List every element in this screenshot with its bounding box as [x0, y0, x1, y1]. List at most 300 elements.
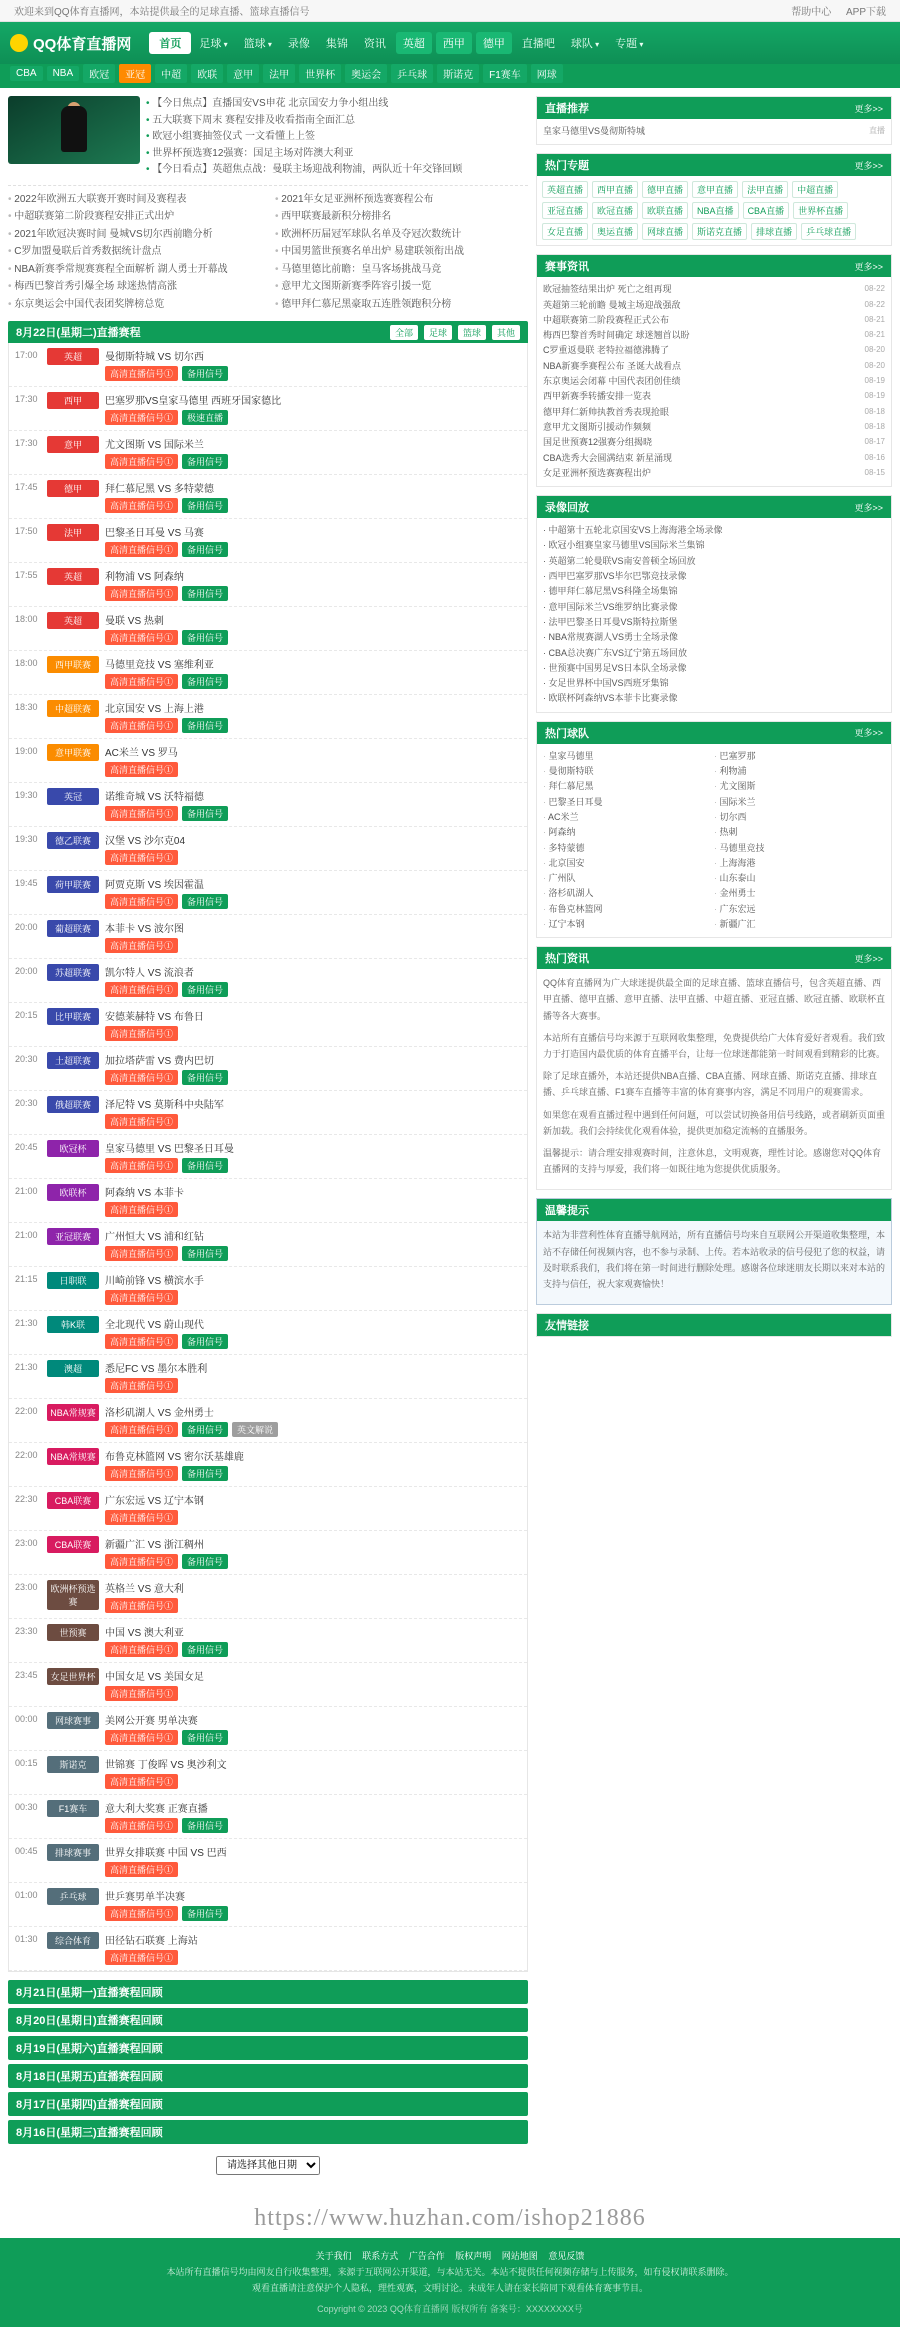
- match-row[interactable]: [9, 959, 527, 1003]
- match-row[interactable]: [9, 695, 527, 739]
- topic-tag[interactable]: CBA直播: [743, 202, 790, 219]
- match-teams[interactable]: 美网公开赛 男单决赛: [105, 1716, 198, 1727]
- team-item[interactable]: · 国际米兰: [714, 795, 885, 810]
- live-link-button[interactable]: 备用信号: [182, 806, 228, 821]
- match-teams[interactable]: 川崎前锋 VS 横滨水手: [105, 1276, 204, 1287]
- video-item[interactable]: · NBA常规赛湖人VS勇士全场录像: [543, 632, 679, 643]
- live-link-button[interactable]: 备用信号: [182, 498, 228, 513]
- match-teams[interactable]: 世乒赛男单半决赛: [105, 1892, 185, 1903]
- match-row[interactable]: [9, 563, 527, 607]
- footer-link-copyright[interactable]: 版权声明: [455, 2251, 492, 2261]
- live-link-button[interactable]: 高清直播信号①: [105, 1290, 178, 1305]
- topic-tag[interactable]: 斯诺克直播: [692, 223, 747, 240]
- subnav-cba[interactable]: CBA: [10, 66, 43, 81]
- archive-bar[interactable]: 8月18日(星期五)直播赛程回顾: [8, 2064, 528, 2088]
- match-teams[interactable]: 田径钻石联赛 上海站: [105, 1936, 198, 1947]
- match-row[interactable]: [9, 1443, 527, 1487]
- match-teams[interactable]: 全北现代 VS 蔚山现代: [105, 1320, 204, 1331]
- match-row[interactable]: [9, 651, 527, 695]
- live-link-button[interactable]: 高清直播信号①: [105, 894, 178, 909]
- list-item[interactable]: • 【今日看点】英超焦点战：曼联主场迎战利物浦，两队近十年交锋回顾: [146, 162, 528, 179]
- team-item[interactable]: · 皇家马德里: [543, 749, 714, 764]
- footer-link-about[interactable]: 关于我们: [315, 2251, 352, 2261]
- nav-tag-laliga[interactable]: 西甲: [436, 32, 472, 54]
- nav-item-topics[interactable]: 专题 ▾: [607, 35, 651, 51]
- subnav-tennis[interactable]: 网球: [531, 64, 563, 83]
- subnav-ligue1[interactable]: 法甲: [263, 64, 295, 83]
- live-link-button[interactable]: 高清直播信号①: [105, 1686, 178, 1701]
- match-teams[interactable]: 阿森纳 VS 本菲卡: [105, 1188, 184, 1199]
- match-row[interactable]: [9, 1927, 527, 1971]
- live-link-button[interactable]: 高清直播信号①: [105, 982, 178, 997]
- filter-basketball[interactable]: 篮球: [458, 325, 486, 340]
- nav-tag-bundesliga[interactable]: 德甲: [476, 32, 512, 54]
- league-badge[interactable]: 土超联赛: [47, 1052, 99, 1069]
- footer-link-ads[interactable]: 广告合作: [408, 2251, 445, 2261]
- match-row[interactable]: [9, 783, 527, 827]
- news-item[interactable]: [543, 343, 885, 358]
- footer-link-contact[interactable]: 联系方式: [362, 2251, 399, 2261]
- footer-link-sitemap[interactable]: 网站地图: [501, 2251, 538, 2261]
- hot-live-more[interactable]: 更多>>: [854, 103, 883, 114]
- topic-tag[interactable]: 意甲直播: [692, 181, 738, 198]
- list-item[interactable]: • 意甲尤文图斯新赛季阵容引援一览: [275, 278, 528, 296]
- live-link-button[interactable]: 高清直播信号①: [105, 1774, 178, 1789]
- live-link-button[interactable]: 备用信号: [182, 1554, 228, 1569]
- league-badge[interactable]: 亚冠联赛: [47, 1228, 99, 1245]
- match-row[interactable]: [9, 1223, 527, 1267]
- list-item[interactable]: • 2022年欧洲五大联赛开赛时间及赛程表: [8, 191, 261, 209]
- league-badge[interactable]: 法甲: [47, 524, 99, 541]
- match-row[interactable]: [9, 871, 527, 915]
- video-item[interactable]: · CBA总决赛广东VS辽宁第五场回放: [543, 647, 688, 658]
- live-link-button[interactable]: 高清直播信号①: [105, 806, 178, 821]
- topic-tag[interactable]: 西甲直播: [592, 181, 638, 198]
- nav-tag-epl[interactable]: 英超: [396, 32, 432, 54]
- live-link-button[interactable]: 备用信号: [182, 1642, 228, 1657]
- match-teams[interactable]: 悉尼FC VS 墨尔本胜利: [105, 1364, 208, 1375]
- live-link-button[interactable]: 高清直播信号①: [105, 1422, 178, 1437]
- match-teams[interactable]: 意大利大奖赛 正赛直播: [105, 1804, 208, 1815]
- live-link-button[interactable]: 高清直播信号①: [105, 1246, 178, 1261]
- topic-tag[interactable]: 网球直播: [642, 223, 688, 240]
- match-row[interactable]: [9, 1707, 527, 1751]
- match-teams[interactable]: 曼彻斯特城 VS 切尔西: [105, 352, 204, 363]
- topbar-help-link[interactable]: 帮助中心: [791, 7, 832, 18]
- team-item[interactable]: · 新疆广汇: [714, 917, 885, 932]
- live-link-button[interactable]: 高清直播信号①: [105, 762, 178, 777]
- team-item[interactable]: · 金州勇士: [714, 886, 885, 901]
- league-badge[interactable]: 苏超联赛: [47, 964, 99, 981]
- league-badge[interactable]: 排球赛事: [47, 1844, 99, 1861]
- league-badge[interactable]: 中超联赛: [47, 700, 99, 717]
- team-item[interactable]: · 洛杉矶湖人: [543, 886, 714, 901]
- list-item[interactable]: • 中超联赛第二阶段赛程安排正式出炉: [8, 208, 261, 226]
- date-select[interactable]: [216, 2156, 320, 2175]
- live-link-button[interactable]: 高清直播信号①: [105, 850, 178, 865]
- match-teams[interactable]: 凯尔特人 VS 流浪者: [105, 968, 194, 979]
- list-item[interactable]: • 五大联赛下周末 赛程安排及收看指南全面汇总: [146, 113, 528, 130]
- match-teams[interactable]: 汉堡 VS 沙尔克04: [105, 836, 186, 847]
- live-link-button[interactable]: 备用信号: [182, 1246, 228, 1261]
- match-row[interactable]: [9, 1663, 527, 1707]
- live-link-button[interactable]: 备用信号: [182, 982, 228, 997]
- news-item[interactable]: [543, 374, 885, 389]
- team-item[interactable]: · 多特蒙德: [543, 841, 714, 856]
- video-item[interactable]: · 世预赛中国男足VS日本队全场录像: [543, 662, 687, 673]
- league-badge[interactable]: 澳超: [47, 1360, 99, 1377]
- topic-tag[interactable]: 乒乓球直播: [801, 223, 856, 240]
- video-item[interactable]: · 英超第二轮曼联VS南安普顿全场回放: [543, 555, 696, 566]
- subnav-tabletennis[interactable]: 乒乓球: [391, 64, 433, 83]
- live-link-button[interactable]: 备用信号: [182, 718, 228, 733]
- topic-tag[interactable]: 排球直播: [751, 223, 797, 240]
- live-link-button[interactable]: 高清直播信号①: [105, 498, 178, 513]
- subnav-f1[interactable]: F1赛车: [483, 64, 527, 83]
- subnav-csl[interactable]: 中超: [155, 64, 187, 83]
- match-teams[interactable]: 北京国安 VS 上海上港: [105, 704, 204, 715]
- topic-tag[interactable]: NBA直播: [692, 202, 739, 219]
- match-teams[interactable]: 世锦赛 丁俊晖 VS 奥沙利文: [105, 1760, 227, 1771]
- match-teams[interactable]: 尤文图斯 VS 国际米兰: [105, 440, 204, 451]
- archive-bar[interactable]: 8月17日(星期四)直播赛程回顾: [8, 2092, 528, 2116]
- live-link-button[interactable]: 高清直播信号①: [105, 1378, 178, 1393]
- match-row[interactable]: [9, 1399, 527, 1443]
- filter-football[interactable]: 足球: [424, 325, 452, 340]
- team-item[interactable]: · 上海海港: [714, 856, 885, 871]
- hot-teams-more[interactable]: 更多>>: [854, 728, 883, 739]
- hot-topic-more[interactable]: 更多>>: [854, 160, 883, 171]
- topic-tag[interactable]: 中超直播: [792, 181, 838, 198]
- filter-other[interactable]: 其他: [492, 325, 520, 340]
- video-item[interactable]: · 法甲巴黎圣日耳曼VS斯特拉斯堡: [543, 616, 678, 627]
- team-item[interactable]: · 曼彻斯特联: [543, 764, 714, 779]
- live-link-button[interactable]: 备用信号: [182, 1334, 228, 1349]
- live-link-button[interactable]: 备用信号: [182, 630, 228, 645]
- list-item[interactable]: • 2021年欧冠决赛时间 曼城VS切尔西前瞻分析: [8, 226, 261, 244]
- league-badge[interactable]: 西甲联赛: [47, 656, 99, 673]
- nav-item-home[interactable]: 首页: [149, 32, 191, 54]
- team-item[interactable]: · 拜仁慕尼黑: [543, 779, 714, 794]
- news-item[interactable]: [543, 359, 885, 374]
- league-badge[interactable]: 斯诺克: [47, 1756, 99, 1773]
- match-teams[interactable]: 布鲁克林篮网 VS 密尔沃基雄鹿: [105, 1452, 244, 1463]
- list-item[interactable]: • 欧冠小组赛抽签仪式 一文看懂上上签: [146, 129, 528, 146]
- nav-item-replay[interactable]: 录像: [287, 38, 310, 50]
- news-item[interactable]: [543, 389, 885, 404]
- banner-image[interactable]: [8, 96, 140, 164]
- list-item[interactable]: • 世界杯预选赛12强赛：国足主场对阵澳大利亚: [146, 146, 528, 163]
- live-link-button[interactable]: 高清直播信号①: [105, 1818, 178, 1833]
- list-item[interactable]: • 马德里德比前瞻：皇马客场挑战马竞: [275, 261, 528, 279]
- league-badge[interactable]: 欧联杯: [47, 1184, 99, 1201]
- match-teams[interactable]: 曼联 VS 热刺: [105, 616, 164, 627]
- team-item[interactable]: · 尤文图斯: [714, 779, 885, 794]
- news-item[interactable]: [543, 328, 885, 343]
- live-link-button[interactable]: 高清直播信号①: [105, 1950, 178, 1965]
- league-badge[interactable]: NBA常规赛: [47, 1448, 99, 1465]
- league-badge[interactable]: 德甲: [47, 480, 99, 497]
- news-item[interactable]: [543, 451, 885, 466]
- match-teams[interactable]: 皇家马德里 VS 巴黎圣日耳曼: [105, 1144, 234, 1155]
- match-teams[interactable]: 安德莱赫特 VS 布鲁日: [105, 1012, 204, 1023]
- match-row[interactable]: [9, 1311, 527, 1355]
- live-link-button[interactable]: 高清直播信号①: [105, 410, 178, 425]
- match-teams[interactable]: 英格兰 VS 意大利: [105, 1584, 184, 1595]
- live-link-button[interactable]: 高清直播信号①: [105, 1554, 178, 1569]
- live-link-button[interactable]: 英文解说: [232, 1422, 278, 1437]
- video-more[interactable]: 更多>>: [854, 502, 883, 513]
- live-link-button[interactable]: 高清直播信号①: [105, 1202, 178, 1217]
- article-more[interactable]: 更多>>: [854, 953, 883, 964]
- live-link-button[interactable]: 备用信号: [182, 1422, 228, 1437]
- live-link-button[interactable]: 高清直播信号①: [105, 938, 178, 953]
- live-link-button[interactable]: 高清直播信号①: [105, 630, 178, 645]
- match-row[interactable]: [9, 1135, 527, 1179]
- match-teams[interactable]: 马德里竞技 VS 塞维利亚: [105, 660, 214, 671]
- league-badge[interactable]: 欧洲杯预选赛: [47, 1580, 99, 1610]
- team-item[interactable]: · 北京国安: [543, 856, 714, 871]
- match-teams[interactable]: 广东宏远 VS 辽宁本钢: [105, 1496, 204, 1507]
- topic-tag[interactable]: 英超直播: [542, 181, 588, 198]
- nav-item-news[interactable]: 资讯: [363, 38, 386, 50]
- team-item[interactable]: · 广东宏远: [714, 902, 885, 917]
- league-badge[interactable]: NBA常规赛: [47, 1404, 99, 1421]
- subnav-snooker[interactable]: 斯诺克: [437, 64, 479, 83]
- match-row[interactable]: [9, 1487, 527, 1531]
- live-link-button[interactable]: 备用信号: [182, 1158, 228, 1173]
- live-link-button[interactable]: 高清直播信号①: [105, 1598, 178, 1613]
- team-item[interactable]: · 辽宁本钢: [543, 917, 714, 932]
- live-link-button[interactable]: 高清直播信号①: [105, 1070, 178, 1085]
- league-badge[interactable]: 英超: [47, 348, 99, 365]
- match-row[interactable]: [9, 1839, 527, 1883]
- list-item[interactable]: • 2021年女足亚洲杯预选赛赛程公布: [275, 191, 528, 209]
- nav-item-teams[interactable]: 球队 ▾: [563, 35, 607, 51]
- match-row[interactable]: [9, 1355, 527, 1399]
- topbar-app-link[interactable]: APP下载: [845, 7, 886, 18]
- topic-tag[interactable]: 欧联直播: [642, 202, 688, 219]
- match-row[interactable]: [9, 1091, 527, 1135]
- list-item[interactable]: • NBA新赛季常规赛赛程全面解析 湖人勇士开幕战: [8, 261, 261, 279]
- live-link-button[interactable]: 高清直播信号①: [105, 1026, 178, 1041]
- subnav-worldcup[interactable]: 世界杯: [299, 64, 341, 83]
- topic-tag[interactable]: 世界杯直播: [793, 202, 848, 219]
- list-item[interactable]: • 【今日焦点】直播国安VS申花 北京国安力争小组出线: [146, 96, 528, 113]
- news-more[interactable]: 更多>>: [854, 261, 883, 272]
- team-item[interactable]: · 巴塞罗那: [714, 749, 885, 764]
- team-item[interactable]: · 巴黎圣日耳曼: [543, 795, 714, 810]
- video-item[interactable]: · 德甲拜仁慕尼黑VS科隆全场集锦: [543, 586, 678, 597]
- live-link-button[interactable]: 备用信号: [182, 454, 228, 469]
- archive-bar[interactable]: 8月21日(星期一)直播赛程回顾: [8, 1980, 528, 2004]
- list-item[interactable]: • 东京奥运会中国代表团奖牌榜总览: [8, 296, 261, 314]
- list-item[interactable]: • 梅西巴黎首秀引爆全场 球迷热情高涨: [8, 278, 261, 296]
- live-link-button[interactable]: 备用信号: [182, 366, 228, 381]
- list-item[interactable]: • C罗加盟曼联后首秀数据统计盘点: [8, 243, 261, 261]
- news-item[interactable]: [543, 405, 885, 420]
- news-item[interactable]: [543, 420, 885, 435]
- live-link-button[interactable]: 备用信号: [182, 586, 228, 601]
- news-item[interactable]: [543, 313, 885, 328]
- subnav-nba[interactable]: NBA: [47, 66, 80, 81]
- live-link-button[interactable]: 备用信号: [182, 1070, 228, 1085]
- league-badge[interactable]: 女足世界杯: [47, 1668, 99, 1685]
- live-link-button[interactable]: 高清直播信号①: [105, 542, 178, 557]
- league-badge[interactable]: 俄超联赛: [47, 1096, 99, 1113]
- team-item[interactable]: · 切尔西: [714, 810, 885, 825]
- topic-tag[interactable]: 德甲直播: [642, 181, 688, 198]
- match-row[interactable]: [9, 431, 527, 475]
- video-item[interactable]: · 欧联杯阿森纳VS本菲卡比赛录像: [543, 693, 678, 704]
- league-badge[interactable]: 荷甲联赛: [47, 876, 99, 893]
- subnav-afc[interactable]: 亚冠: [119, 64, 151, 83]
- match-row[interactable]: [9, 1047, 527, 1091]
- match-row[interactable]: [9, 739, 527, 783]
- live-link-button[interactable]: 高清直播信号①: [105, 1906, 178, 1921]
- league-badge[interactable]: 德乙联赛: [47, 832, 99, 849]
- list-item[interactable]: • 欧洲杯历届冠军球队名单及夺冠次数统计: [275, 226, 528, 244]
- archive-bar[interactable]: 8月20日(星期日)直播赛程回顾: [8, 2008, 528, 2032]
- nav-item-basketball[interactable]: 篮球 ▾: [236, 35, 280, 51]
- match-teams[interactable]: AC米兰 VS 罗马: [105, 748, 178, 759]
- live-link-button[interactable]: 备用信号: [182, 1818, 228, 1833]
- league-badge[interactable]: CBA联赛: [47, 1492, 99, 1509]
- subnav-seriea[interactable]: 意甲: [227, 64, 259, 83]
- nav-item-football[interactable]: 足球 ▾: [191, 35, 235, 51]
- subnav-ucl[interactable]: 欧冠: [83, 64, 115, 83]
- topic-tag[interactable]: 法甲直播: [742, 181, 788, 198]
- league-badge[interactable]: 综合体育: [47, 1932, 99, 1949]
- match-row[interactable]: [9, 343, 527, 387]
- team-item[interactable]: · AC米兰: [543, 810, 714, 825]
- match-row[interactable]: [9, 827, 527, 871]
- live-link-button[interactable]: 高清直播信号①: [105, 1158, 178, 1173]
- live-link-button[interactable]: 备用信号: [182, 674, 228, 689]
- match-teams[interactable]: 新疆广汇 VS 浙江稠州: [105, 1540, 204, 1551]
- match-teams[interactable]: 诺维奇城 VS 沃特福德: [105, 792, 204, 803]
- live-link-button[interactable]: 高清直播信号①: [105, 1114, 178, 1129]
- team-item[interactable]: · 阿森纳: [543, 825, 714, 840]
- team-item[interactable]: · 山东泰山: [714, 871, 885, 886]
- news-item[interactable]: [543, 435, 885, 450]
- subnav-olympics[interactable]: 奥运会: [345, 64, 387, 83]
- team-item[interactable]: · 布鲁克林篮网: [543, 902, 714, 917]
- match-row[interactable]: [9, 1575, 527, 1619]
- league-badge[interactable]: 意甲联赛: [47, 744, 99, 761]
- match-teams[interactable]: 巴塞罗那VS皇家马德里 西班牙国家德比: [105, 396, 282, 407]
- match-teams[interactable]: 拜仁慕尼黑 VS 多特蒙德: [105, 484, 214, 495]
- match-row[interactable]: [9, 387, 527, 431]
- match-row[interactable]: [9, 1795, 527, 1839]
- match-row[interactable]: [9, 1267, 527, 1311]
- league-badge[interactable]: 韩K联: [47, 1316, 99, 1333]
- league-badge[interactable]: 世预赛: [47, 1624, 99, 1641]
- live-link-button[interactable]: 高清直播信号①: [105, 1642, 178, 1657]
- live-link-button[interactable]: 高清直播信号①: [105, 1466, 178, 1481]
- match-row[interactable]: [9, 519, 527, 563]
- match-teams[interactable]: 巴黎圣日耳曼 VS 马赛: [105, 528, 204, 539]
- match-row[interactable]: [9, 475, 527, 519]
- site-logo[interactable]: [10, 33, 131, 54]
- league-badge[interactable]: F1赛车: [47, 1800, 99, 1817]
- league-badge[interactable]: 乒乓球: [47, 1888, 99, 1905]
- match-row[interactable]: [9, 1531, 527, 1575]
- league-badge[interactable]: 西甲: [47, 392, 99, 409]
- live-link-button[interactable]: 高清直播信号①: [105, 586, 178, 601]
- live-link-button[interactable]: 极速直播: [182, 410, 228, 425]
- league-badge[interactable]: 欧冠杯: [47, 1140, 99, 1157]
- league-badge[interactable]: 日职联: [47, 1272, 99, 1289]
- live-link-button[interactable]: 高清直播信号①: [105, 674, 178, 689]
- match-teams[interactable]: 中国女足 VS 美国女足: [105, 1672, 204, 1683]
- match-row[interactable]: [9, 1179, 527, 1223]
- live-link-button[interactable]: 备用信号: [182, 1466, 228, 1481]
- match-row[interactable]: [9, 1751, 527, 1795]
- video-item[interactable]: · 欧冠小组赛皇家马德里VS国际米兰集锦: [543, 540, 705, 551]
- topic-tag[interactable]: 亚冠直播: [542, 202, 588, 219]
- list-item[interactable]: • 西甲联赛最新积分榜排名: [275, 208, 528, 226]
- match-teams[interactable]: 中国 VS 澳大利亚: [105, 1628, 184, 1639]
- topic-tag[interactable]: 欧冠直播: [592, 202, 638, 219]
- video-item[interactable]: · 意甲国际米兰VS维罗纳比赛录像: [543, 601, 678, 612]
- nav-item-livebar[interactable]: 直播吧: [521, 38, 555, 50]
- match-teams[interactable]: 阿贾克斯 VS 埃因霍温: [105, 880, 204, 891]
- match-teams[interactable]: 加拉塔萨雷 VS 费内巴切: [105, 1056, 214, 1067]
- live-link-button[interactable]: 高清直播信号①: [105, 718, 178, 733]
- match-row[interactable]: [9, 1619, 527, 1663]
- nav-item-highlights[interactable]: 集锦: [325, 38, 348, 50]
- match-row[interactable]: [9, 915, 527, 959]
- live-link-button[interactable]: 备用信号: [182, 1730, 228, 1745]
- news-item[interactable]: [543, 298, 885, 313]
- league-badge[interactable]: 比甲联赛: [47, 1008, 99, 1025]
- match-row[interactable]: [9, 607, 527, 651]
- match-teams[interactable]: 泽尼特 VS 莫斯科中央陆军: [105, 1100, 224, 1111]
- match-row[interactable]: [9, 1883, 527, 1927]
- hot-live-item[interactable]: [543, 124, 885, 139]
- topic-tag[interactable]: 奥运直播: [592, 223, 638, 240]
- league-badge[interactable]: 英冠: [47, 788, 99, 805]
- video-item[interactable]: · 中超第十五轮北京国安VS上海海港全场录像: [543, 525, 723, 536]
- league-badge[interactable]: 葡超联赛: [47, 920, 99, 937]
- topic-tag[interactable]: 女足直播: [542, 223, 588, 240]
- filter-all[interactable]: 全部: [390, 325, 418, 340]
- live-link-button[interactable]: 高清直播信号①: [105, 1510, 178, 1525]
- live-link-button[interactable]: 高清直播信号①: [105, 454, 178, 469]
- match-row[interactable]: [9, 1003, 527, 1047]
- live-link-button[interactable]: 备用信号: [182, 894, 228, 909]
- list-item[interactable]: • 中国男篮世预赛名单出炉 易建联领衔出战: [275, 243, 528, 261]
- live-link-button[interactable]: 备用信号: [182, 542, 228, 557]
- league-badge[interactable]: 意甲: [47, 436, 99, 453]
- list-item[interactable]: • 德甲拜仁慕尼黑豪取五连胜领跑积分榜: [275, 296, 528, 314]
- league-badge[interactable]: 网球赛事: [47, 1712, 99, 1729]
- live-link-button[interactable]: 高清直播信号①: [105, 1334, 178, 1349]
- league-badge[interactable]: 英超: [47, 612, 99, 629]
- match-teams[interactable]: 洛杉矶湖人 VS 金州勇士: [105, 1408, 214, 1419]
- match-teams[interactable]: 世界女排联赛 中国 VS 巴西: [105, 1848, 227, 1859]
- match-teams[interactable]: 本菲卡 VS 波尔图: [105, 924, 184, 935]
- team-item[interactable]: · 热刺: [714, 825, 885, 840]
- team-item[interactable]: · 马德里竞技: [714, 841, 885, 856]
- team-item[interactable]: · 广州队: [543, 871, 714, 886]
- video-item[interactable]: · 西甲巴塞罗那VS毕尔巴鄂竞技录像: [543, 571, 687, 582]
- archive-bar[interactable]: 8月19日(星期六)直播赛程回顾: [8, 2036, 528, 2060]
- news-item[interactable]: [543, 282, 885, 297]
- subnav-uel[interactable]: 欧联: [191, 64, 223, 83]
- match-teams[interactable]: 利物浦 VS 阿森纳: [105, 572, 184, 583]
